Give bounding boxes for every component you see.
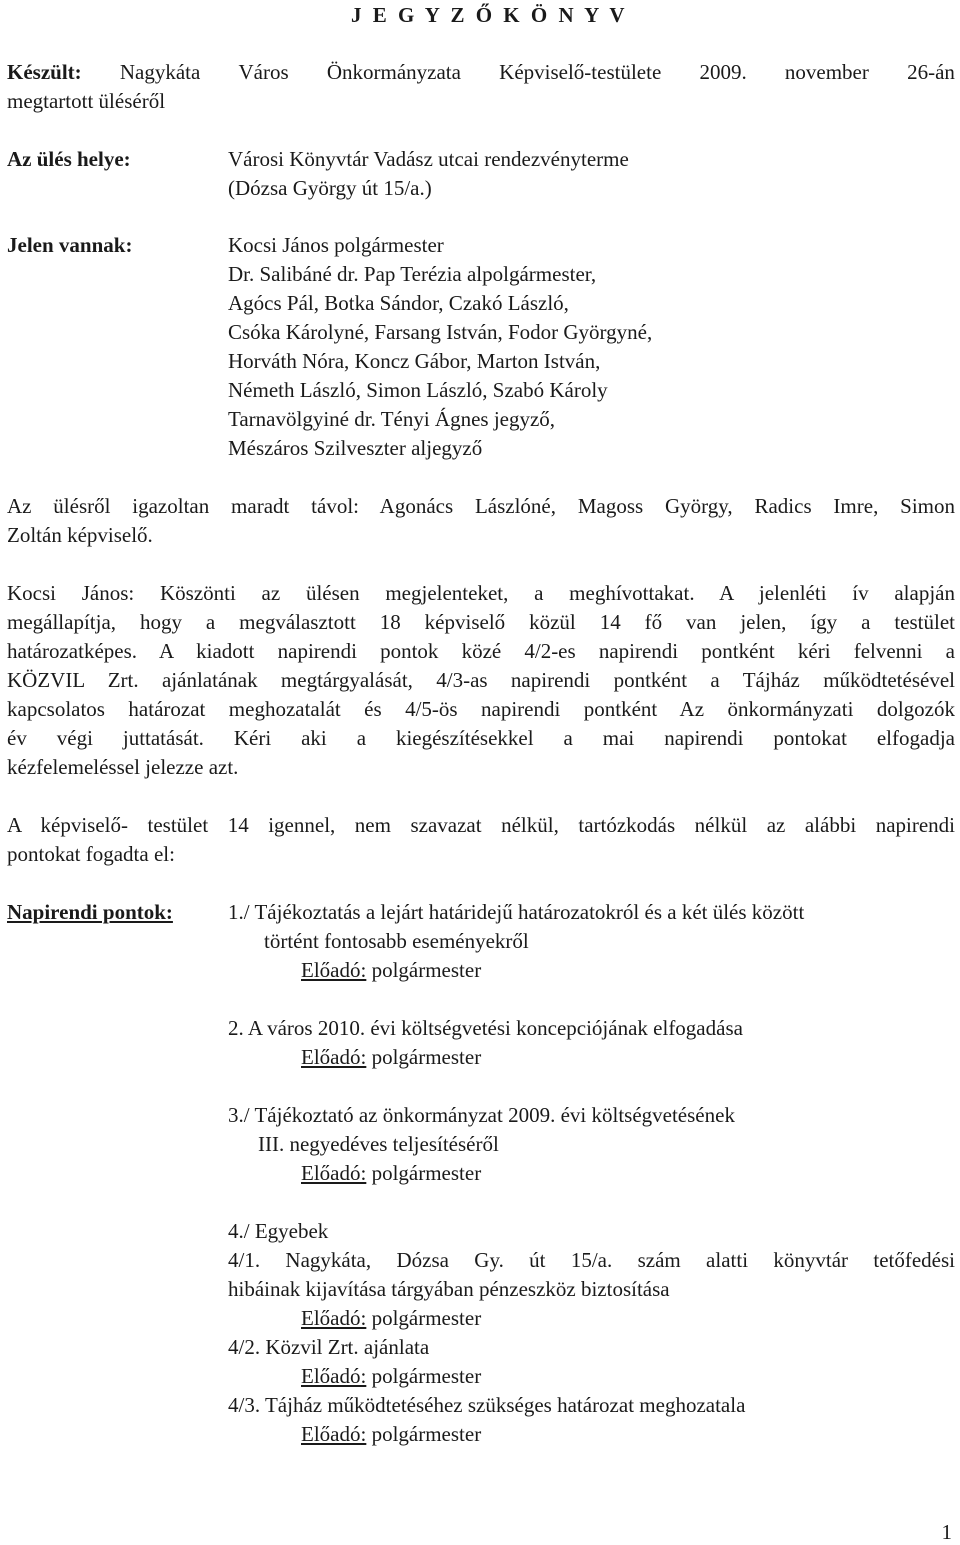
eloado-label: Előadó: <box>301 1161 367 1185</box>
keszult-word: 26-án <box>907 60 955 84</box>
item3-line1: 3./ Tájékoztató az önkormányzat 2009. évi költségvetésének <box>228 1103 735 1127</box>
eloado-value: polgármester <box>371 1161 482 1185</box>
item4: 4./ Egyebek <box>228 1219 329 1243</box>
jelen-line: Dr. Salibáné dr. Pap Terézia alpolgármester, <box>228 262 597 286</box>
koszontes-line: kapcsolatos határozat meghozatalát és 4/5-ös napirendi pontként Az önkormányzati dolgozók <box>7 697 955 721</box>
item42-eloado <box>301 1362 481 1391</box>
eloado-label: Előadó: <box>301 1306 367 1330</box>
szavazas-line1: A képviselő- testület 14 igennel, nem szavazat nélkül, tartózkodás nélkül az alábbi napirendi <box>7 813 955 837</box>
szavazas-line2: pontokat fogadta el: <box>7 842 175 866</box>
item1-eloado <box>301 956 481 985</box>
item43-eloado <box>301 1420 481 1449</box>
item2: 2. A város 2010. évi költségvetési koncepciójának elfogadása <box>228 1016 743 1040</box>
eloado-label: Előadó: <box>301 958 367 982</box>
hely-line1: Városi Könyvtár Vadász utcai rendezvényterme <box>228 147 629 171</box>
tavol-line2: Zoltán képviselő. <box>7 523 153 547</box>
item43: 4/3. Tájház működtetéséhez szükséges határozat meghozatala <box>228 1393 746 1417</box>
jelen-label: Jelen vannak: <box>7 233 133 257</box>
eloado-label: Előadó: <box>301 1045 367 1069</box>
jelen-line: Csóka Károlyné, Farsang István, Fodor Györgyné, <box>228 320 653 344</box>
item2-eloado <box>301 1043 481 1072</box>
keszult-label: Készült: <box>7 60 82 84</box>
koszontes-line: KÖZVIL Zrt. ajánlatának megtárgyalását, 4/3-as napirendi pontként a Tájház működtetésével <box>7 668 955 692</box>
eloado-value: polgármester <box>371 958 482 982</box>
page-number: 1 <box>941 1520 952 1544</box>
item1-line2: történt fontosabb eseményekről <box>264 929 529 953</box>
item3-eloado <box>301 1159 481 1188</box>
item41-eloado <box>301 1304 481 1333</box>
eloado-value: polgármester <box>371 1306 482 1330</box>
document-title: J E G Y Z Ő K Ö N Y V <box>351 3 628 27</box>
keszult-word: Önkormányzata <box>326 60 461 84</box>
eloado-value: polgármester <box>371 1422 482 1446</box>
keszult-word: november <box>784 60 869 84</box>
jelen-line: Agócs Pál, Botka Sándor, Czakó László, <box>228 291 569 315</box>
koszontes-line: határozatképes. A kiadott napirendi pontok közé 4/2-es napirendi pontként kéri felvenni a <box>7 639 955 663</box>
jelen-line: Németh László, Simon László, Szabó Károly <box>228 378 608 402</box>
eloado-label: Előadó: <box>301 1364 367 1388</box>
keszult-row <box>7 58 955 87</box>
jelen-line: Horváth Nóra, Koncz Gábor, Marton István, <box>228 349 601 373</box>
jelen-line: Tarnavölgyiné dr. Tényi Ágnes jegyző, <box>228 407 556 431</box>
koszontes-line: év végi juttatását. Kéri aki a kiegészítésekkel a mai napirendi pontokat elfogadja <box>7 726 955 750</box>
item3-line2: III. negyedéves teljesítéséről <box>258 1132 499 1156</box>
item41-line1: 4/1. Nagykáta, Dózsa Gy. út 15/a. szám alatti könyvtár tetőfedési <box>228 1248 955 1272</box>
hely-line2: (Dózsa György út 15/a.) <box>228 176 432 200</box>
item42: 4/2. Közvil Zrt. ajánlata <box>228 1335 430 1359</box>
keszult-word: Város <box>238 60 289 84</box>
koszontes-line: Kocsi János: Köszönti az ülésen megjelenteket, a meghívottakat. A jelenléti ív alapján <box>7 581 955 605</box>
item41-line2: hibáinak kijavítása tárgyában pénzeszköz biztosítása <box>228 1277 670 1301</box>
koszontes-last: kézfelemeléssel jelezze azt. <box>7 755 239 779</box>
item1-line1: 1./ Tájékoztatás a lejárt határidejű határozatokról és a két ülés között <box>228 900 805 924</box>
keszult-word: Képviselő-testülete <box>499 60 662 84</box>
jelen-line: Kocsi János polgármester <box>228 233 444 257</box>
eloado-value: polgármester <box>371 1045 482 1069</box>
keszult-word: 2009. <box>699 60 747 84</box>
tavol-line1: Az ülésről igazoltan maradt távol: Agonács Lászlóné, Magoss György, Radics Imre, Simon <box>7 494 955 518</box>
eloado-value: polgármester <box>371 1364 482 1388</box>
jelen-line: Mészáros Szilveszter aljegyző <box>228 436 483 460</box>
eloado-label: Előadó: <box>301 1422 367 1446</box>
koszontes-line: megállapítja, hogy a megválasztott 18 képviselő közül 14 fő van jelen, így a testület <box>7 610 955 634</box>
hely-label: Az ülés helye: <box>7 147 131 171</box>
napirend-label: Napirendi pontok: <box>7 900 173 924</box>
keszult-word: Nagykáta <box>119 60 201 84</box>
keszult-line2: megtartott üléséről <box>7 89 166 113</box>
